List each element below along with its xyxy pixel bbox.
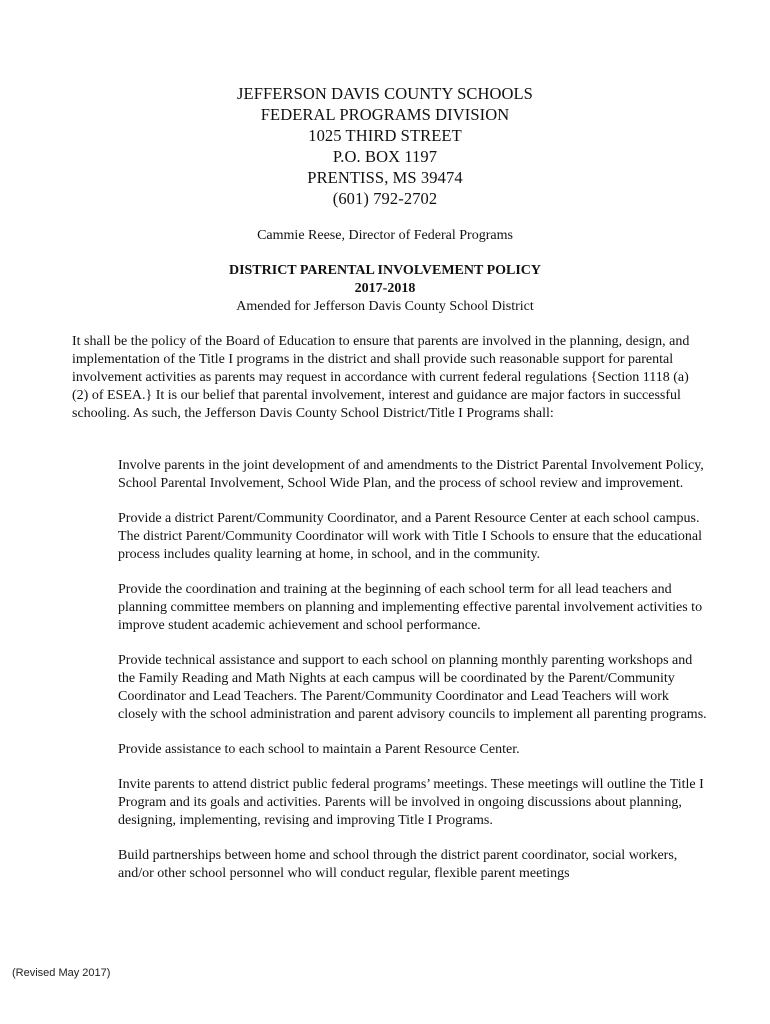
letterhead-city-state: PRENTISS, MS 39474 (307, 168, 463, 187)
policy-amended: Amended for Jefferson Davis County School District (236, 299, 534, 314)
list-item: Provide the coordination and training at the beginning of each school term for all lead teachers and planning committee members on planning and implementing effective parental involvement activities to improve student academic achievement and school performance. (118, 582, 703, 633)
letterhead-street: 1025 THIRD STREET (308, 126, 462, 145)
letterhead (0, 83, 770, 209)
revision-footer: (Revised May 2017) (12, 967, 111, 979)
list-item: Invite parents to attend district public federal programs’ meetings. These meetings will outline the Title I Program and its goals and activities. Parents will be involved in ongoing discussions about planning, designing, implementing, revising and improving Title I Programs. (118, 777, 704, 828)
letterhead-phone: (601) 792-2702 (332, 189, 438, 208)
letterhead-school-name: JEFFERSON DAVIS COUNTY SCHOOLS (237, 84, 533, 103)
intro-paragraph: It shall be the policy of the Board of Education to ensure that parents are involved in the planning, design, and implementation of the Title I programs in the district and shall provide such reasonable support for parental involvement activities as parents may request in accordance with current federal regulations {Section 1118 (a)(2) of ESEA.} It is our belief that parental involvement, interest and guidance are major factors in successful schooling. As such, the Jefferson Davis County School District/Title I Programs shall: (72, 334, 690, 421)
policy-year: 2017-2018 (354, 281, 416, 296)
policy-heading (0, 262, 770, 316)
policy-title: DISTRICT PARENTAL INVOLVEMENT POLICY (228, 263, 542, 278)
letterhead-division: FEDERAL PROGRAMS DIVISION (260, 105, 510, 124)
list-item: Provide technical assistance and support to each school on planning monthly parenting workshops and the Family Reading and Math Nights at each campus will be coordinated by the Parent/Community Coordinator and Lead Teachers. The Parent/Community Coordinator and Lead Teachers will work closely with the school administration and parent advisory councils to implement all parenting programs. (118, 653, 707, 722)
list-item: Build partnerships between home and school through the district parent coordinator, social workers, and/or other school personnel who will conduct regular, flexible parent meetings (118, 848, 678, 881)
list-item: Involve parents in the joint development of and amendments to the District Parental Involvement Policy, School Parental Involvement, School Wide Plan, and the process of school review and improvement. (118, 458, 704, 491)
letterhead-po-box: P.O. BOX 1197 (332, 147, 438, 166)
list-item: Provide assistance to each school to maintain a Parent Resource Center. (118, 742, 520, 757)
list-item: Provide a district Parent/Community Coordinator, and a Parent Resource Center at each school campus. The district Parent/Community Coordinator will work with Title I Schools to ensure that the educational process includes quality learning at home, in school, and in the community. (118, 511, 703, 562)
director-line: Cammie Reese, Director of Federal Programs (257, 228, 513, 243)
policy-list (118, 457, 708, 900)
